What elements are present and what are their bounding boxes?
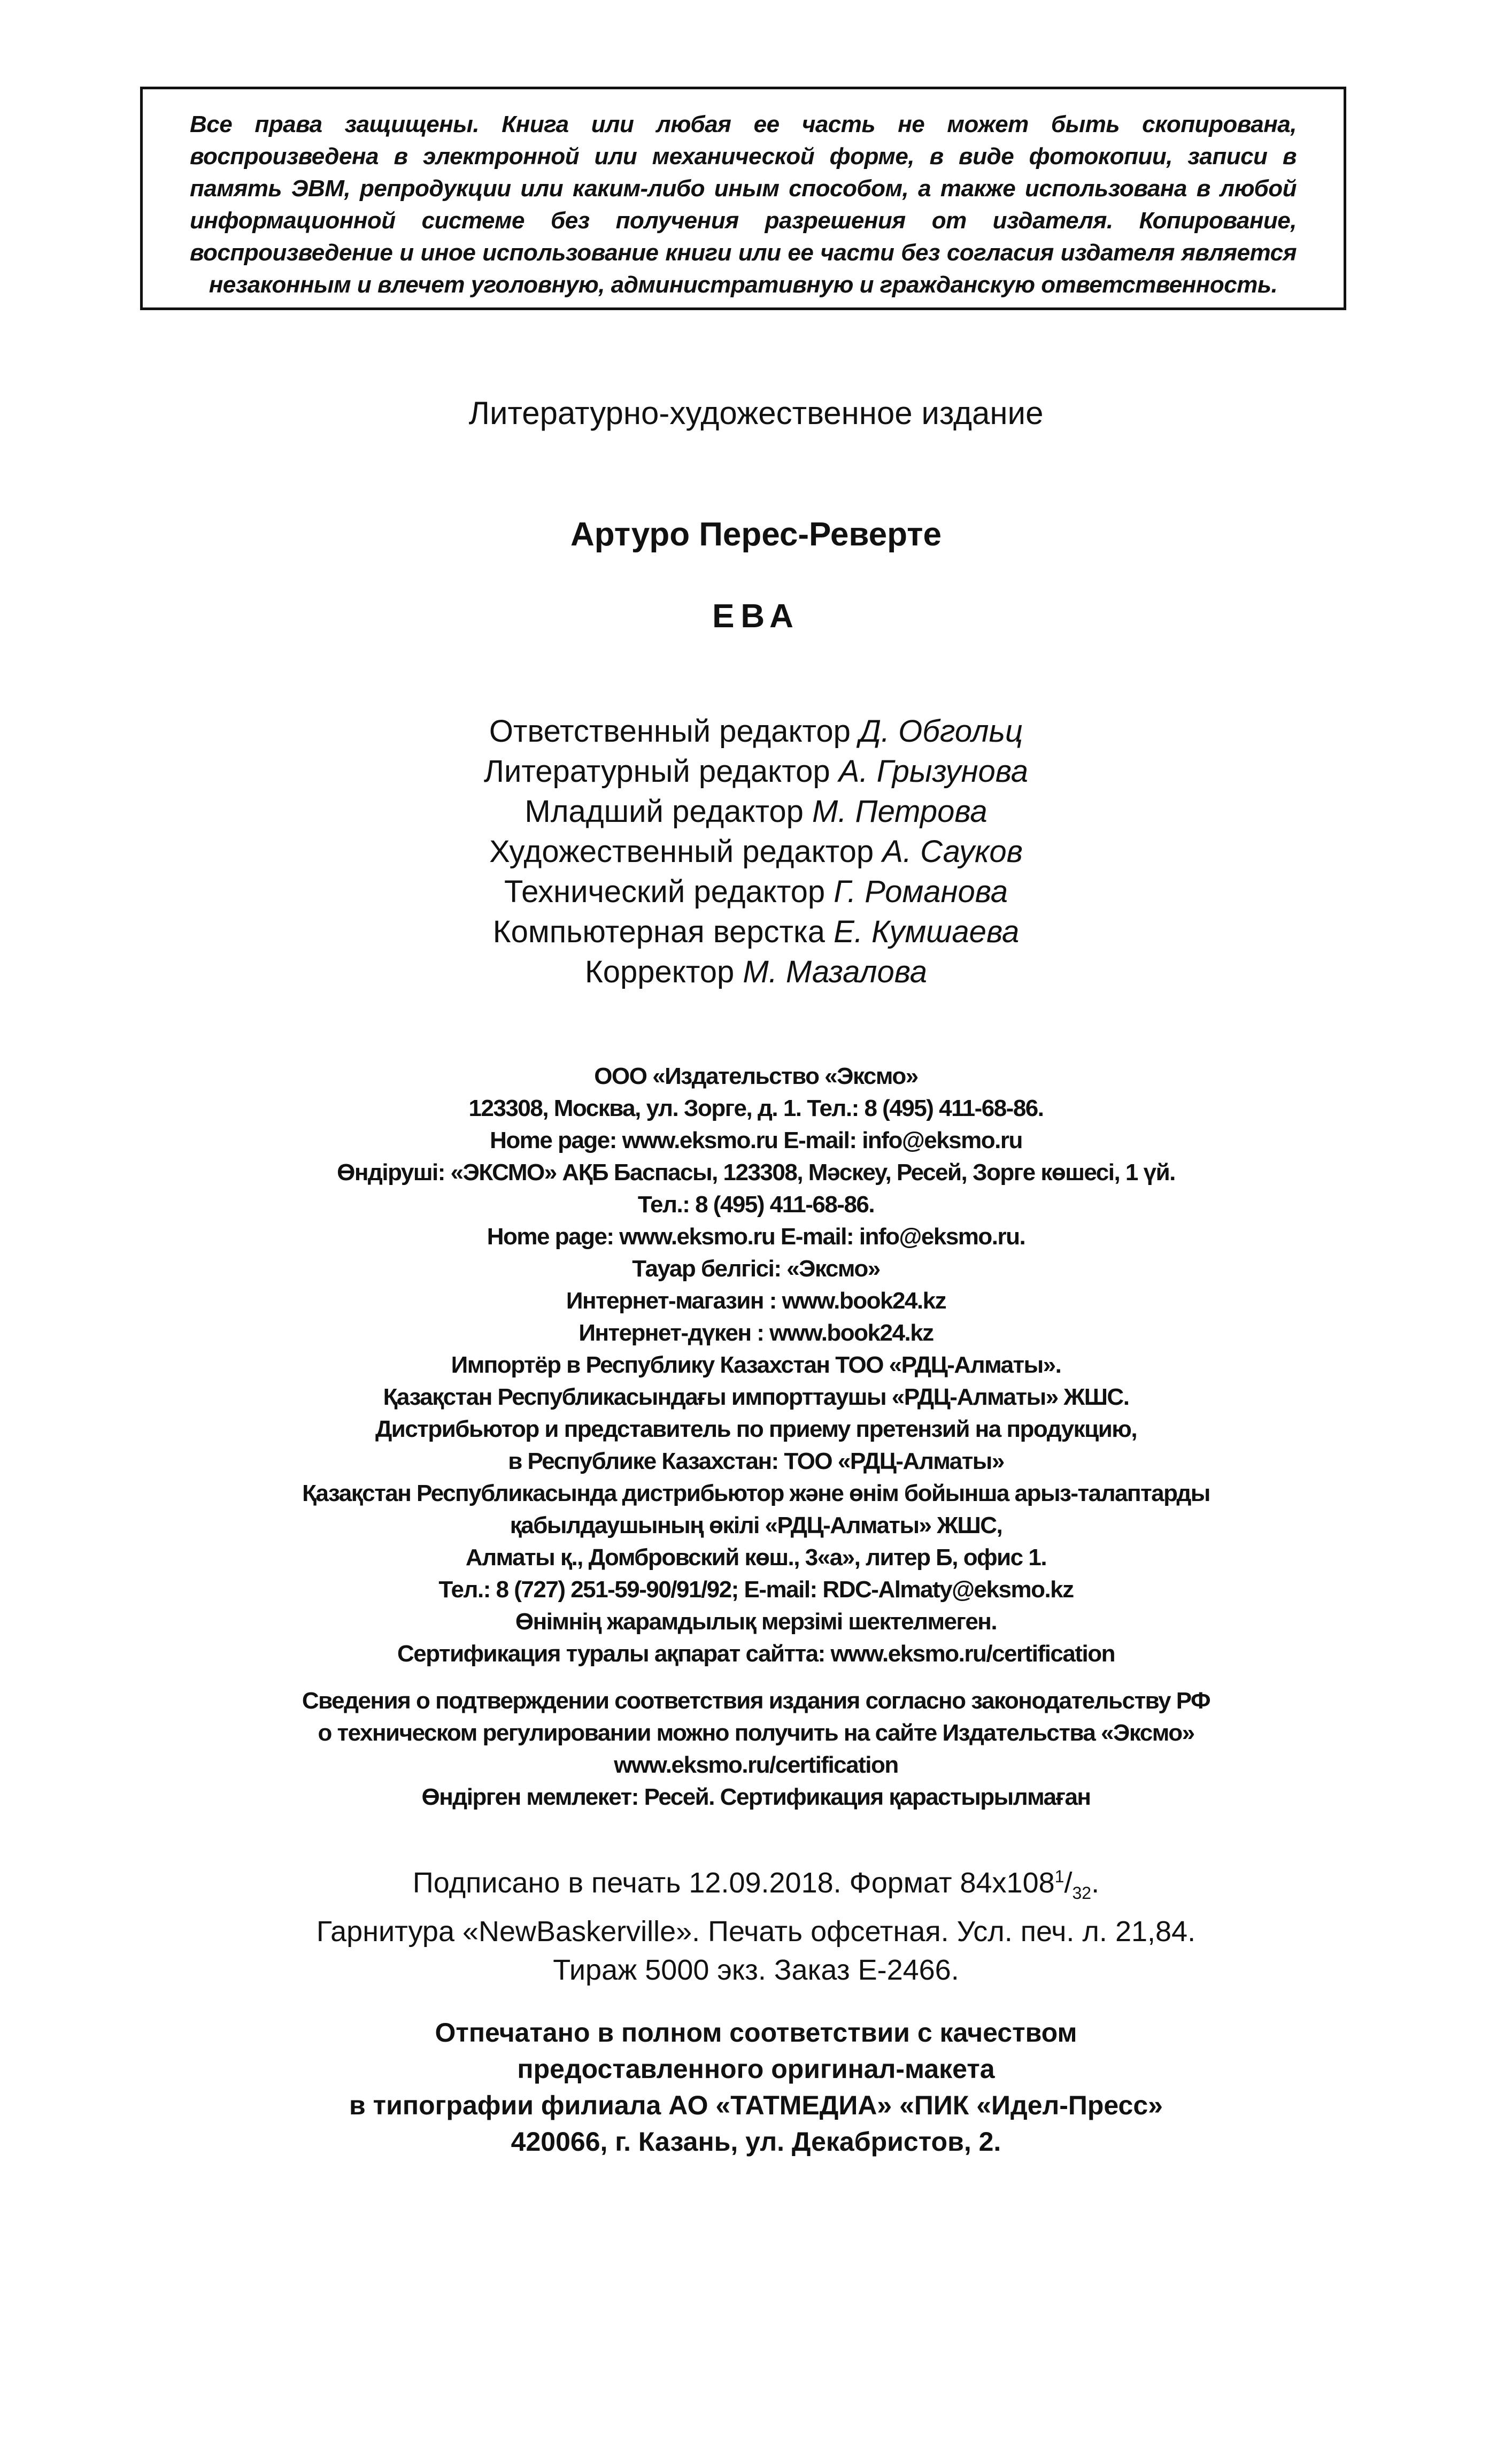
- format-fraction: [1054, 1867, 1092, 1903]
- signed-text: Подписано в печать 12.09.2018. Формат 84x108: [412, 1867, 1055, 1899]
- credit-role: Корректор: [584, 955, 735, 989]
- author-name: Артуро Перес-Реверте: [570, 516, 942, 553]
- credit-literary-editor: [0, 751, 1512, 791]
- credit-role: Технический редактор: [504, 874, 826, 909]
- copyright-notice-text: Все права защищены. Книга или любая ее часть не может быть скопирована, воспроизведена в электронной или механической форме, в виде фотокопии, записи в память ЭВМ, репродукции или каким-либо иным способом, а также использована в любой информационной системе без получения разрешения от издателя. Копирование, воспроизведение и иное использование книги или ее части без согласия издателя является незаконным и влечет уголовную, административную и гражданскую ответственность.: [190, 111, 1297, 298]
- credit-junior-editor: [0, 791, 1512, 832]
- kz-contacts: Home page: www.eksmo.ru E-mail: info@eksmo.ru.: [487, 1224, 1025, 1250]
- shop-ru: [0, 1285, 1512, 1317]
- distributor-ru-2: в Республике Казахстан: ТОО «РДЦ-Алматы»: [508, 1448, 1004, 1474]
- credit-executive-editor: [0, 711, 1512, 751]
- credit-art-editor: [0, 832, 1512, 872]
- imprint-spacer: [0, 1670, 1512, 1685]
- country-of-origin: Өндірген мемлекет: Ресей. Сертификация қарастырылмаған: [421, 1784, 1091, 1810]
- printer-line-1: Отпечатано в полном соответствии с качеством: [435, 2018, 1077, 2048]
- shop-kz-url: : www.book24.kz: [751, 1320, 934, 1346]
- publisher-contacts: Home page: www.eksmo.ru E-mail: info@eksmo.ru: [490, 1127, 1022, 1153]
- format-end: .: [1091, 1867, 1100, 1899]
- distributor-kz-1: Қазақстан Республикасында дистрибьютор және өнім бойынша арыз-талаптарды: [302, 1480, 1210, 1506]
- format-numerator: 1: [1054, 1867, 1064, 1886]
- typeface-info: Гарнитура «NewBaskerville». Печать офсетная. Усл. печ. л. 21,84.: [316, 1915, 1196, 1948]
- distributor-ru-1: Дистрибьютор и представитель по приему претензий на продукцию,: [375, 1416, 1137, 1442]
- credit-role: Младший редактор: [524, 794, 804, 829]
- signed-to-print: [0, 1857, 1512, 1912]
- credit-role: Литературный редактор: [483, 754, 830, 789]
- importer-kz: Қазақстан Республикасындағы импорттаушы «РДЦ-Алматы» ЖШС.: [383, 1384, 1129, 1410]
- credit-name: А. Грызунова: [838, 754, 1029, 789]
- credit-name: А. Сауков: [882, 834, 1023, 869]
- format-slash: /: [1064, 1867, 1073, 1899]
- printer-info: [0, 2014, 1512, 2160]
- credit-technical-editor: [0, 872, 1512, 912]
- printer-line-3: в типографии филиала АО «ТАТМЕДИА» «ПИК «Идел-Пресс»: [349, 2090, 1163, 2120]
- print-run: Тираж 5000 экз. Заказ Е-2466.: [553, 1953, 959, 1986]
- book-title: ЕВА: [712, 598, 800, 635]
- publisher-name: ООО «Издательство «Эксмо»: [594, 1063, 918, 1089]
- edition-type: Литературно-художественное издание: [468, 395, 1044, 431]
- credit-role: Художественный редактор: [489, 834, 874, 869]
- credit-role: Компьютерная верстка: [492, 914, 825, 949]
- editorial-credits: [0, 711, 1512, 992]
- copyright-notice-box: [140, 87, 1346, 310]
- credit-name: Е. Кумшаева: [834, 914, 1020, 949]
- conformity-line-3: www.eksmo.ru/certification: [614, 1752, 898, 1778]
- publisher-imprint: [0, 1060, 1512, 1813]
- shop-kz-label: Интернет-дүкен: [578, 1320, 751, 1346]
- credit-proofreader: [0, 952, 1512, 992]
- printer-line-4: 420066, г. Казань, ул. Декабристов, 2.: [511, 2127, 1001, 2157]
- kz-producer: Өндіруші: «ЭКСМО» АҚБ Баспасы, 123308, Мәскеу, Ресей, Зорге көшесі, 1 үй.: [337, 1159, 1175, 1186]
- printer-line-2: предоставленного оригинал-макета: [517, 2054, 995, 2084]
- kz-phone: Тел.: 8 (495) 411-68-86.: [637, 1191, 875, 1218]
- credit-role: Ответственный редактор: [489, 714, 851, 749]
- importer-ru: Импортёр в Республику Казахстан ТОО «РДЦ-Алматы».: [451, 1352, 1061, 1378]
- credit-layout: [0, 912, 1512, 952]
- publisher-address: 123308, Москва, ул. Зорге, д. 1. Тел.: 8 (495) 411-68-86.: [468, 1095, 1044, 1121]
- credit-name: Д. Обгольц: [859, 714, 1023, 749]
- certification-kz: Сертификация туралы ақпарат сайтта: www.eksmo.ru/certification: [397, 1641, 1115, 1667]
- shop-ru-label: Интернет-магазин: [566, 1288, 763, 1314]
- almaty-address: Алматы қ., Домбровский көш., 3«а», литер Б, офис 1.: [465, 1544, 1047, 1571]
- conformity-line-2: о техническом регулировании можно получить на сайте Издательства «Эксмо»: [318, 1720, 1194, 1746]
- conformity-line-1: Сведения о подтверждении соответствия издания согласно законодательству РФ: [302, 1688, 1210, 1714]
- shop-kz: [0, 1317, 1512, 1349]
- distributor-kz-2: қабылдаушының өкілі «РДЦ-Алматы» ЖШС,: [510, 1512, 1002, 1538]
- print-specs: [0, 1857, 1512, 1989]
- credit-name: М. Мазалова: [743, 955, 928, 989]
- shop-ru-url: : www.book24.kz: [763, 1288, 946, 1314]
- almaty-contacts: Тел.: 8 (727) 251-59-90/91/92; E-mail: RDC-Almaty@eksmo.kz: [438, 1576, 1074, 1603]
- format-denominator: 32: [1072, 1883, 1092, 1903]
- shelf-life: Өнімнің жарамдылық мерзімі шектелмеген.: [515, 1609, 997, 1635]
- trademark: Тауар белгісі: «Эксмо»: [632, 1256, 880, 1282]
- credit-name: Г. Романова: [834, 874, 1008, 909]
- credit-name: М. Петрова: [812, 794, 988, 829]
